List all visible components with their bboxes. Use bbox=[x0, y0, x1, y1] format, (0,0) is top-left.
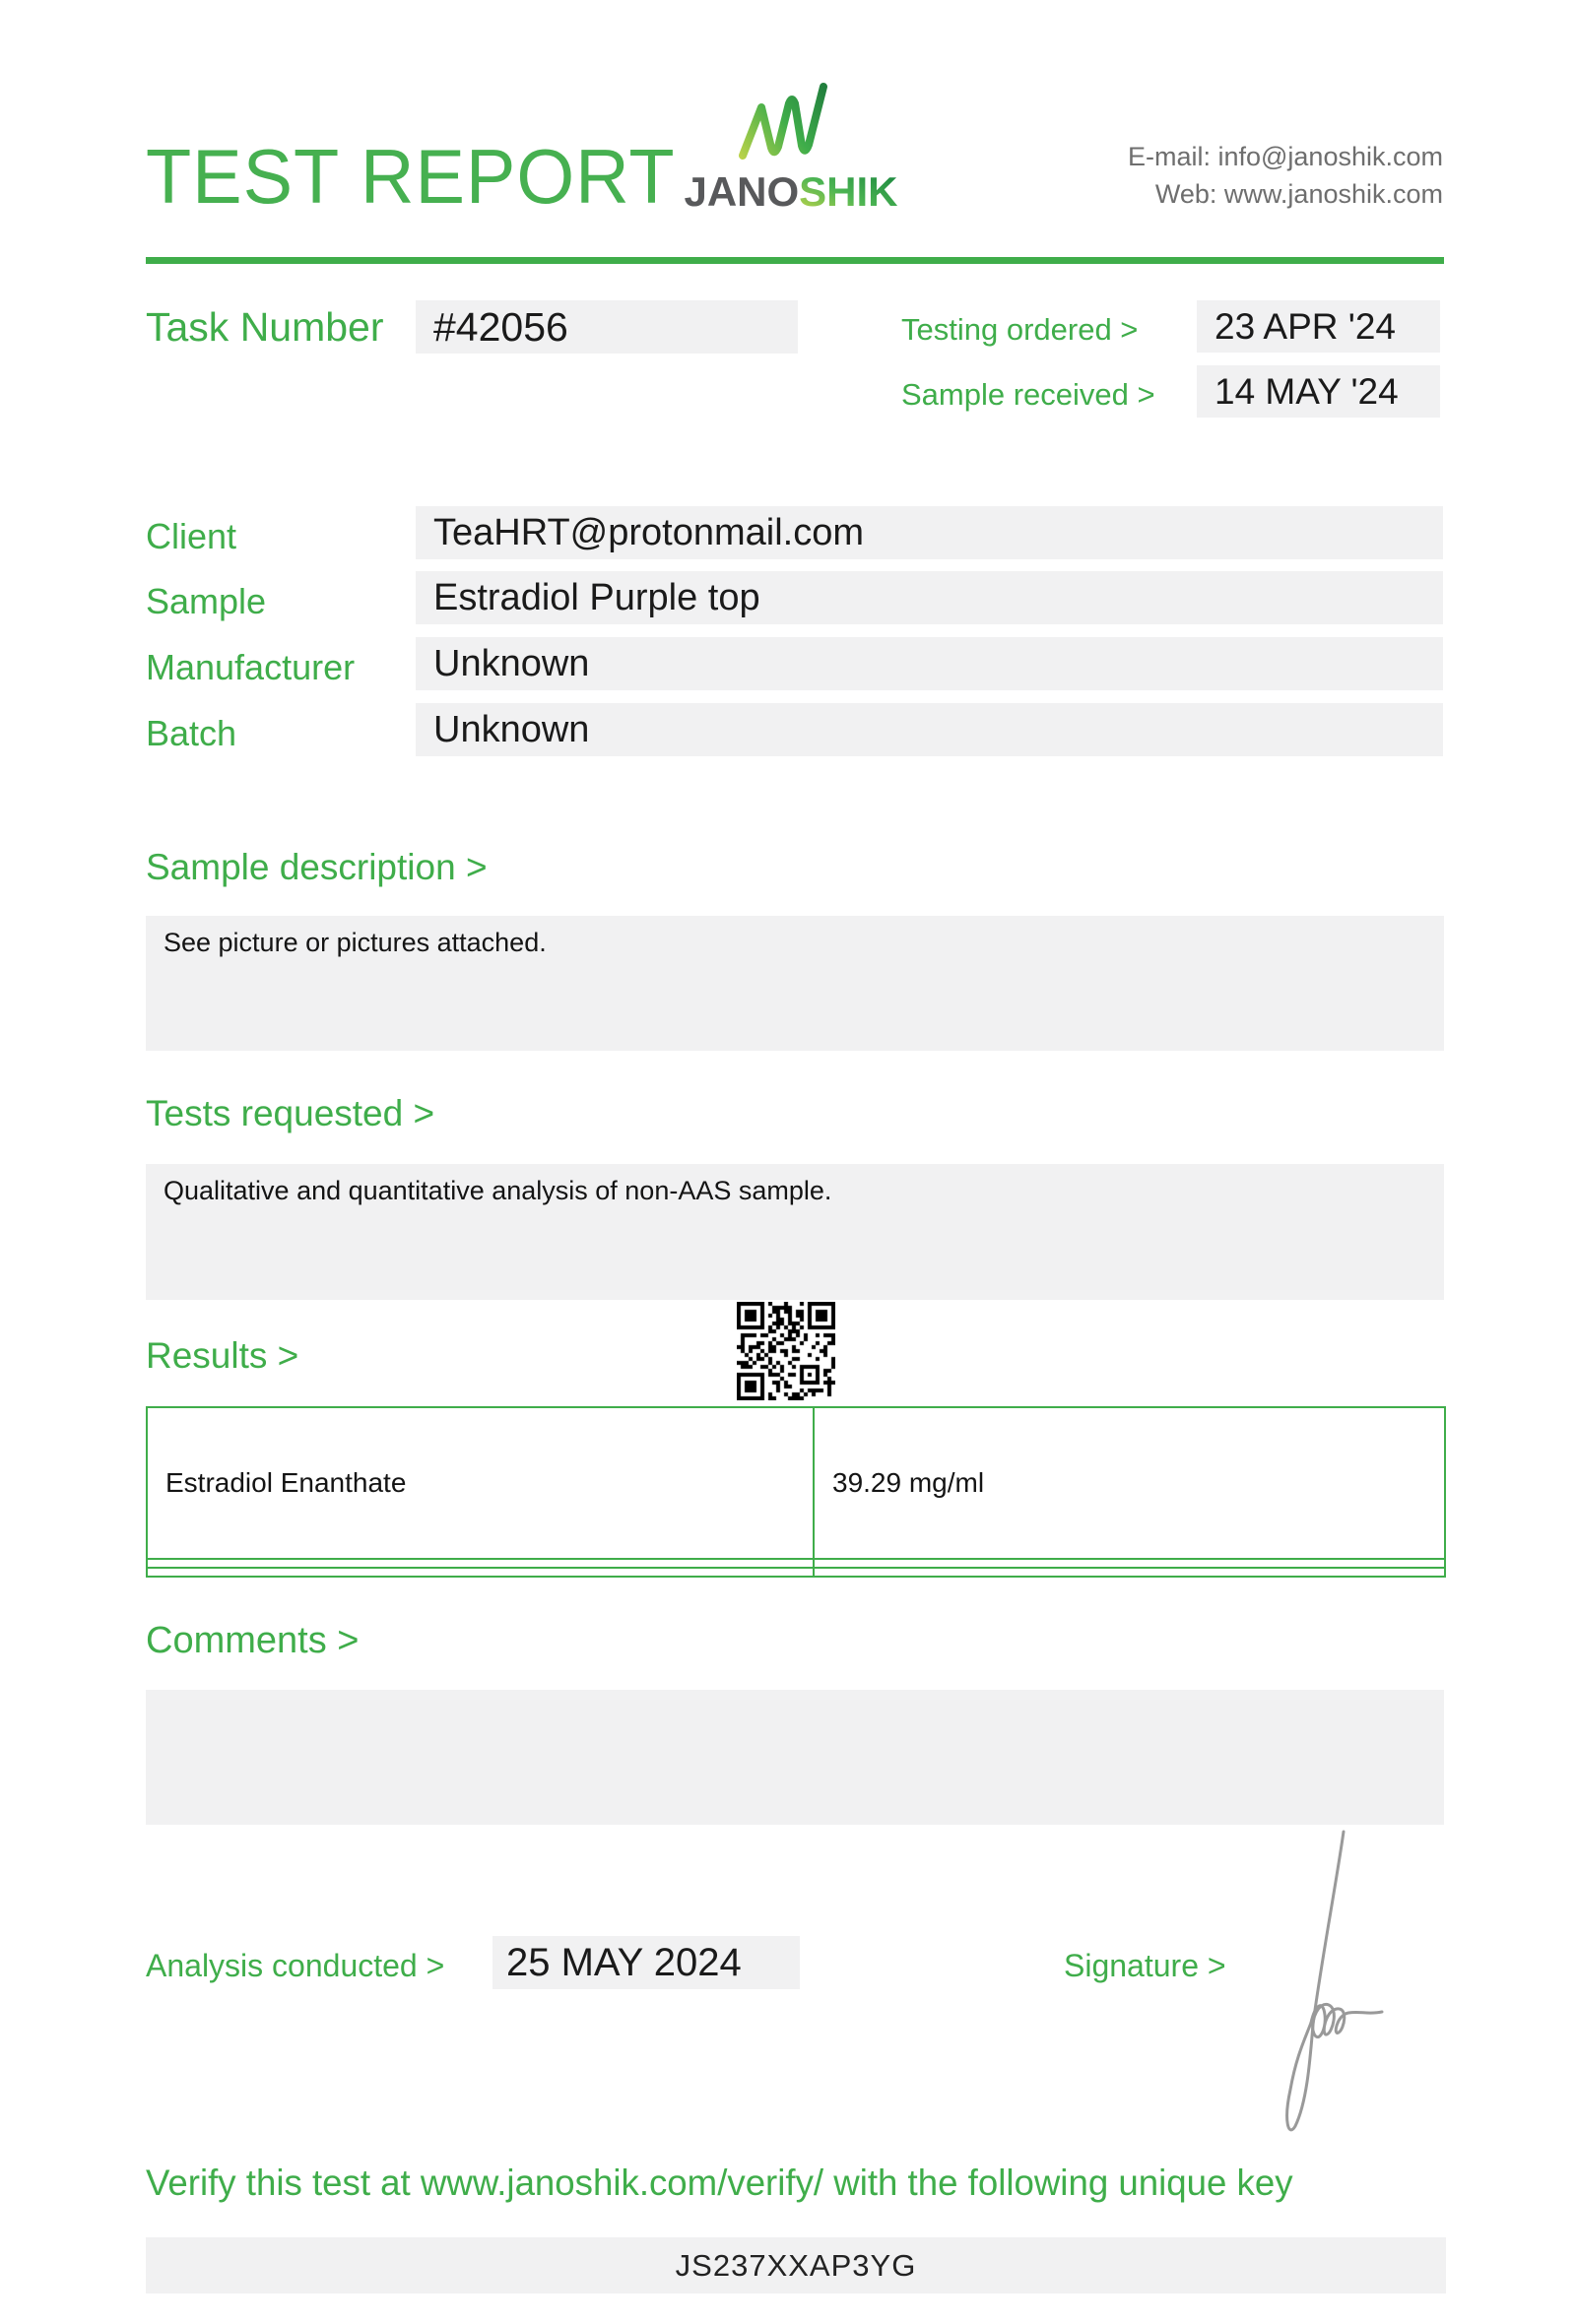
signature-label: Signature > bbox=[1064, 1948, 1226, 1983]
testing-ordered-label: Testing ordered > bbox=[901, 312, 1139, 347]
tests-requested-text: Qualitative and quantitative analysis of non-AAS sample. bbox=[164, 1176, 832, 1205]
analyte-cell: Estradiol Enanthate bbox=[147, 1407, 814, 1559]
sample-received-value: 14 MAY '24 bbox=[1197, 365, 1440, 418]
results-table bbox=[146, 1406, 1446, 1578]
table-row bbox=[147, 1407, 1445, 1559]
logo-jano-text: JANO bbox=[684, 168, 800, 215]
verify-key: JS237XXAP3YG bbox=[675, 2247, 917, 2283]
testing-ordered-value: 23 APR '24 bbox=[1197, 300, 1440, 353]
sample-label: Sample bbox=[146, 581, 267, 621]
result-cell bbox=[814, 1559, 1445, 1568]
contact-web: Web: www.janoshik.com bbox=[1154, 179, 1443, 209]
analyte-cell bbox=[147, 1559, 814, 1568]
comments-text bbox=[146, 1690, 1444, 1713]
table-row bbox=[147, 1568, 1445, 1577]
sample-description-box bbox=[146, 916, 1444, 1051]
result-cell: 39.29 mg/ml bbox=[814, 1407, 1445, 1559]
verify-instruction: Verify this test at www.janoshik.com/verify/ with the following unique key bbox=[146, 2163, 1293, 2203]
batch-label: Batch bbox=[146, 713, 237, 753]
table-row bbox=[147, 1559, 1445, 1568]
analysis-date-value: 25 MAY 2024 bbox=[492, 1936, 800, 1989]
manufacturer-label: Manufacturer bbox=[146, 647, 356, 687]
logo-shik-text: SHIK bbox=[799, 168, 898, 215]
growth-chart-icon bbox=[737, 75, 845, 161]
client-value: TeaHRT@protonmail.com bbox=[416, 506, 1443, 559]
sample-received-label: Sample received > bbox=[901, 377, 1155, 412]
contact-email: E-mail: info@janoshik.com bbox=[1127, 142, 1443, 171]
task-number-value: #42056 bbox=[416, 300, 798, 354]
sample-value: Estradiol Purple top bbox=[416, 571, 1443, 624]
tests-requested-heading: Tests requested > bbox=[146, 1093, 435, 1133]
contact-info bbox=[1128, 138, 1443, 213]
sample-description-heading: Sample description > bbox=[146, 847, 488, 887]
comments-box bbox=[146, 1690, 1444, 1825]
logo-wordmark bbox=[673, 168, 909, 216]
qr-code bbox=[737, 1302, 835, 1400]
manufacturer-value: Unknown bbox=[416, 637, 1443, 690]
comments-heading: Comments > bbox=[146, 1620, 360, 1661]
verify-key-box bbox=[146, 2237, 1446, 2293]
tests-requested-box bbox=[146, 1164, 1444, 1300]
analyte-cell bbox=[147, 1568, 814, 1577]
janoshik-logo bbox=[673, 75, 909, 216]
result-cell bbox=[814, 1568, 1445, 1577]
client-label: Client bbox=[146, 516, 237, 556]
sample-description-text: See picture or pictures attached. bbox=[164, 928, 547, 957]
task-number-label: Task Number bbox=[146, 304, 384, 350]
signature-scribble bbox=[1266, 1824, 1409, 2154]
analysis-conducted-label: Analysis conducted > bbox=[146, 1948, 445, 1983]
page-title: TEST REPORT bbox=[146, 133, 676, 220]
results-heading: Results > bbox=[146, 1335, 299, 1376]
header-divider bbox=[146, 257, 1444, 264]
batch-value: Unknown bbox=[416, 703, 1443, 756]
